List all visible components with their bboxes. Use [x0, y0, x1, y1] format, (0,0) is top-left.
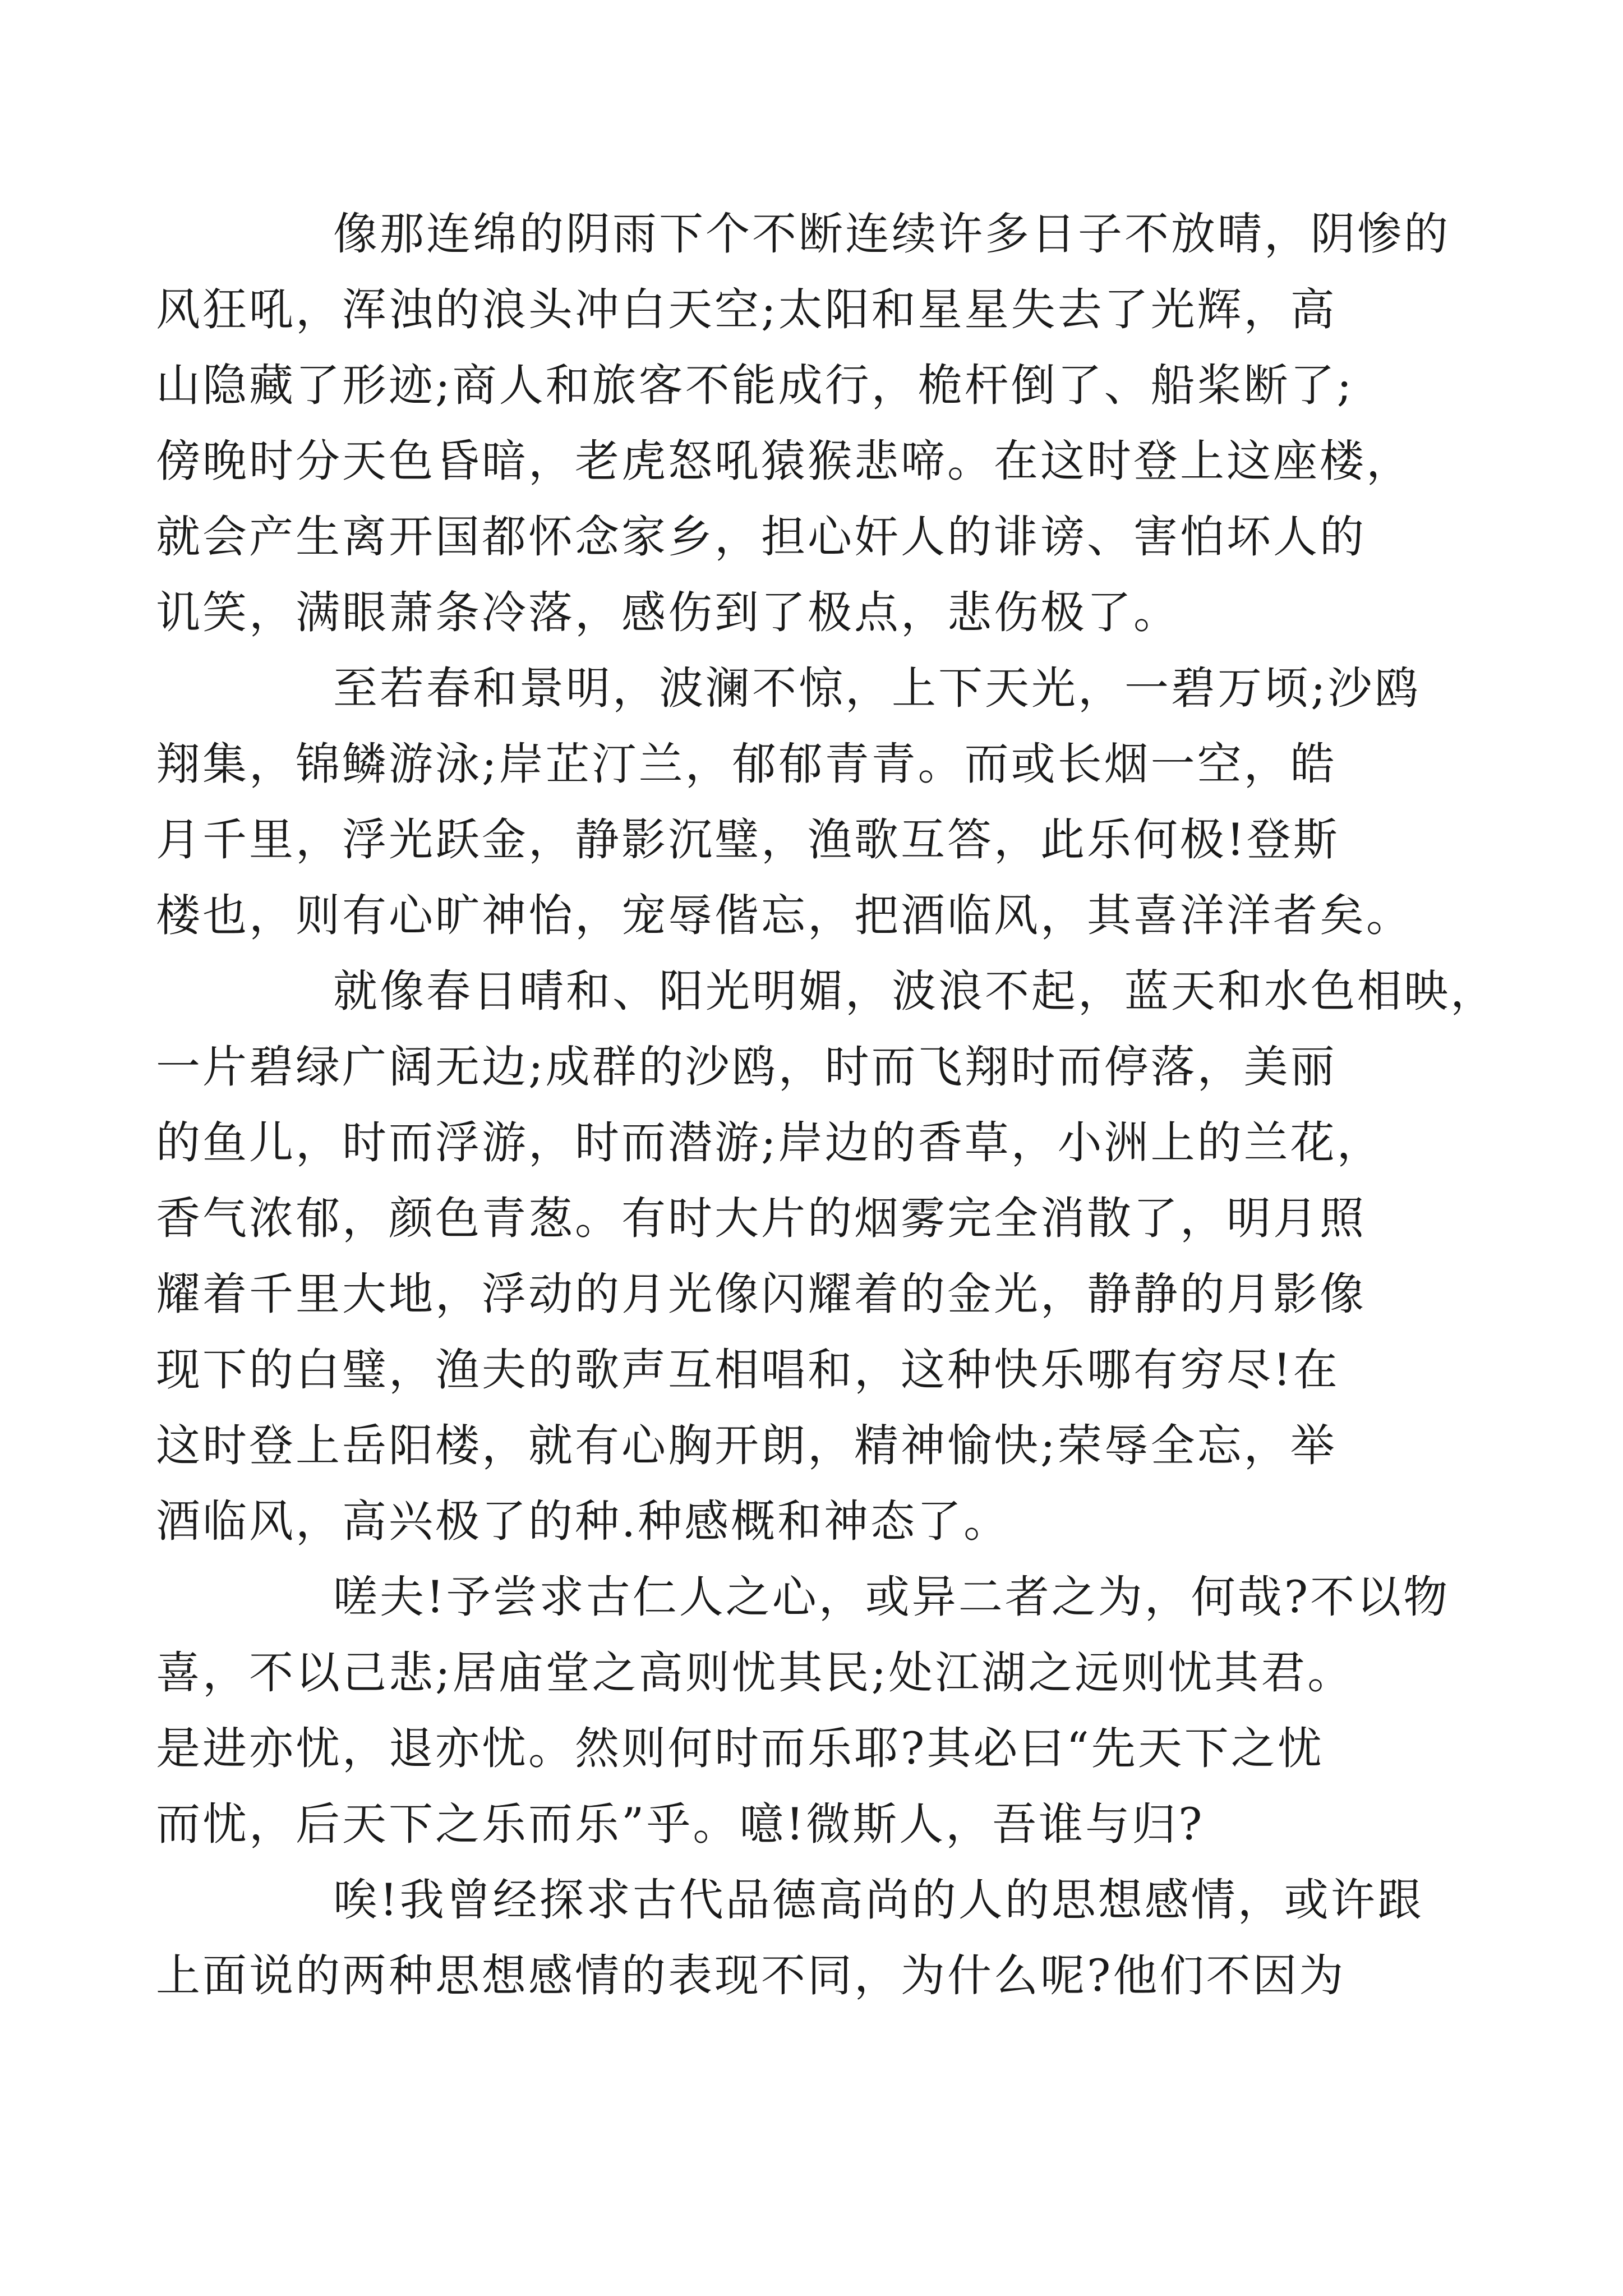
- text-line: 傍晚时分天色昏暗，老虎怒吼猿猴悲啼。在这时登上这座楼，: [156, 435, 1413, 487]
- text-line: 耀着千里大地，浮动的月光像闪耀着的金光，静静的月影像: [156, 1268, 1366, 1320]
- paragraph-3: [156, 954, 1497, 1559]
- paragraph-1: [156, 196, 1450, 651]
- paragraph-5: [156, 1862, 1424, 2014]
- text-line: 风狂吼，浑浊的浪头冲白天空;太阳和星星失去了光辉，高: [156, 284, 1337, 335]
- text-line: 翔集，锦鳞游泳;岸芷汀兰，郁郁青青。而或长烟一空，皓: [156, 738, 1337, 790]
- text-line: 是进亦忧，退亦忧。然则何时而乐耶?其必曰“先天下之忧: [156, 1723, 1324, 1774]
- text-line: 这时登上岳阳楼，就有心胸开朗，精神愉快;荣辱全忘，举: [156, 1420, 1337, 1471]
- text-line: 而忧，后天下之乐而乐”乎。噫!微斯人，吾谁与归?: [156, 1798, 1205, 1850]
- text-line: 嗟夫!予尝求古仁人之心，或异二者之为，何哉?不以物: [333, 1571, 1450, 1623]
- text-line: 楼也，则有心旷神怡，宠辱偕忘，把酒临风，其喜洋洋者矣。: [156, 890, 1413, 941]
- text-line: 讥笑，满眼萧条冷落，感伤到了极点，悲伤极了。: [156, 587, 1180, 638]
- text-line: 就会产生离开国都怀念家乡，担心奸人的诽谤、害怕坏人的: [156, 511, 1366, 563]
- text-line: 像那连绵的阴雨下个不断连续许多日子不放晴，阴惨的: [333, 208, 1450, 260]
- text-line: 喜，不以己悲;居庙堂之高则忧其民;处江湖之远则忧其君。: [156, 1647, 1354, 1699]
- text-line: 上面说的两种思想感情的表现不同，为什么呢?他们不因为: [156, 1950, 1346, 2001]
- body-text: [156, 196, 1497, 2014]
- text-line: 酒临风，高兴极了的种.种感概和神态了。: [156, 1496, 1011, 1547]
- paragraph-2: [156, 651, 1421, 954]
- text-line: 一片碧绿广阔无边;成群的沙鸥，时而飞翔时而停落，美丽: [156, 1041, 1337, 1093]
- text-line: 山隐藏了形迹;商人和旅客不能成行，桅杆倒了、船桨断了;: [156, 360, 1354, 411]
- text-line: 现下的白璧，渔夫的歌声互相唱和，这种快乐哪有穷尽!在: [156, 1344, 1340, 1396]
- text-line: 月千里，浮光跃金，静影沉璧，渔歌互答，此乐何极!登斯: [156, 814, 1340, 866]
- paragraph-4: [156, 1559, 1450, 1862]
- text-line: 香气浓郁，颜色青葱。有时大片的烟雾完全消散了，明月照: [156, 1193, 1366, 1244]
- text-line: 就像春日晴和、阳光明媚，波浪不起，蓝天和水色相映，: [333, 965, 1497, 1017]
- text-line: 唉!我曾经探求古代品德高尚的人的思想感情，或许跟: [333, 1874, 1424, 1926]
- text-line: 至若春和景明，波澜不惊，上下天光，一碧万顷;沙鸥: [333, 662, 1421, 714]
- text-line: 的鱼儿，时而浮游，时而潜游;岸边的香草，小洲上的兰花，: [156, 1117, 1384, 1168]
